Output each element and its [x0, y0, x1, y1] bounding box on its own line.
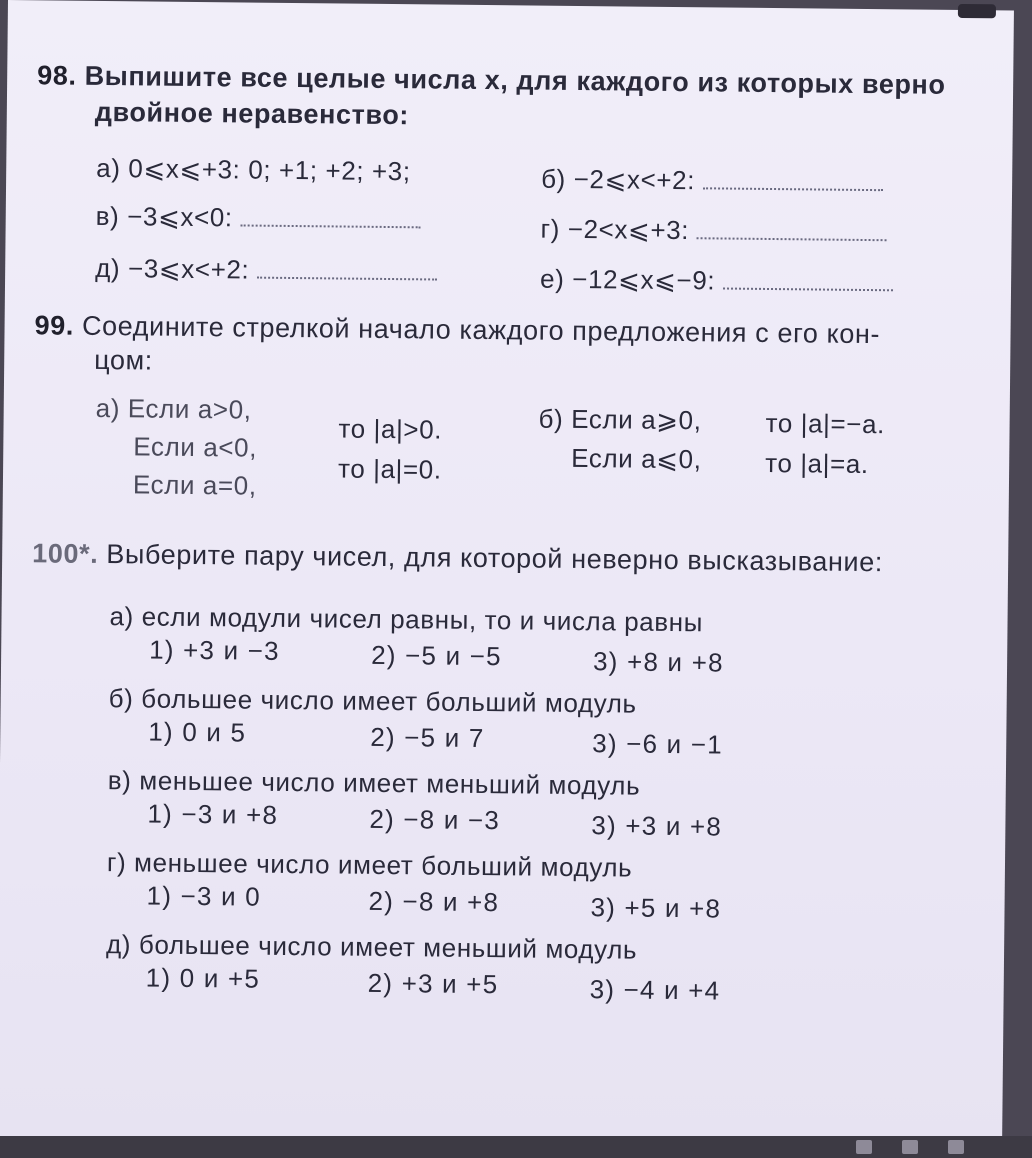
p98-item-b	[541, 164, 883, 199]
bottom-toolbar	[0, 1136, 1032, 1158]
p100-v-option-1: 1) −3 и +8	[147, 798, 279, 830]
item-label: а) 0⩽x⩽+3:	[96, 152, 241, 185]
problem-text: Выпишите все целые числа x, для каждого из которых верно	[84, 60, 946, 100]
p100-b-option-2: 2) −5 и 7	[370, 721, 485, 754]
p100-a-option-2: 2) −5 и −5	[371, 639, 502, 672]
problem-number: 99.	[34, 310, 75, 341]
p100-g-option-1: 1) −3 и 0	[146, 880, 261, 912]
p100-d-option-2: 2) +3 и +5	[367, 967, 499, 1000]
answer-blank[interactable]	[723, 288, 893, 292]
p99-a-start-2: Если a<0,	[133, 431, 258, 463]
two-pages-icon[interactable]	[856, 1140, 872, 1154]
p100-a-option-1: 1) +3 и −3	[149, 634, 280, 666]
item-label: д) −3⩽x<+2:	[95, 252, 250, 285]
item-label: г) −2<x⩽+3:	[540, 213, 690, 246]
p100-statement-b: б) большее число имеет больший модуль	[108, 683, 637, 719]
problem-text: Соедините стрелкой начало каждого предложения с его кон-	[81, 310, 881, 350]
p99-b-start-1: б) Если a⩾0,	[538, 403, 702, 436]
p99-a-start-3: Если a=0,	[132, 469, 257, 501]
problem-100-title	[32, 538, 883, 578]
single-page-icon[interactable]	[902, 1140, 918, 1154]
p99-a-start-1: а) Если a>0,	[95, 392, 252, 425]
p98-item-a	[96, 153, 411, 187]
p100-statement-a: а) если модули чисел равны, то и числа равны	[109, 601, 704, 638]
p99-b-end-1: то |a|=−a.	[765, 407, 886, 440]
p100-statement-d: д) большее число имеет меньший модуль	[105, 929, 638, 965]
p100-b-option-3: 3) −6 и −1	[592, 728, 724, 760]
p98-item-e	[540, 264, 893, 299]
answer-blank[interactable]	[697, 237, 887, 241]
p99-a-end-2: то |a|=0.	[337, 453, 442, 485]
answer-blank[interactable]	[703, 187, 883, 191]
problem-98-title-cont: двойное неравенство:	[94, 96, 410, 131]
page-corner	[958, 4, 996, 18]
p100-v-option-3: 3) +3 и +8	[591, 810, 723, 842]
p100-a-option-3: 3) +8 и +8	[592, 646, 724, 678]
p98-item-d	[95, 253, 437, 288]
p98-item-v	[96, 201, 421, 235]
problem-text: Выберите пару чисел, для которой неверно высказывание:	[106, 539, 884, 578]
p99-b-end-2: то |a|=a.	[765, 447, 869, 480]
p100-g-option-3: 3) +5 и +8	[590, 892, 722, 924]
problem-99-title-cont: цом:	[94, 344, 154, 376]
p99-b-start-2: Если a⩽0,	[571, 442, 702, 475]
p98-item-g	[540, 214, 887, 249]
p100-g-option-2: 2) −8 и +8	[368, 885, 500, 918]
p100-b-option-1: 1) 0 и 5	[148, 716, 247, 748]
p99-a-end-1: то |a|>0.	[338, 413, 443, 445]
problem-number: 98.	[37, 60, 77, 91]
answer-blank[interactable]	[257, 277, 437, 281]
item-label: е) −12⩽x⩽−9:	[539, 263, 716, 296]
p100-v-option-2: 2) −8 и −3	[369, 803, 501, 836]
problem-number: 100*.	[32, 538, 99, 569]
problem-98-title	[37, 60, 946, 101]
answer-blank[interactable]	[240, 225, 420, 229]
p100-d-option-1: 1) 0 и +5	[145, 962, 261, 994]
item-label: в) −3⩽x<0:	[95, 200, 233, 233]
problem-99-title	[34, 310, 880, 350]
reading-mode-icon[interactable]	[948, 1140, 964, 1154]
p100-d-option-3: 3) −4 и +4	[589, 974, 721, 1006]
item-answer: 0; +1; +2; +3;	[248, 154, 411, 187]
p100-statement-g: г) меньшее число имеет больший модуль	[106, 847, 633, 883]
p100-statement-v: в) меньшее число имеет меньший модуль	[107, 765, 641, 801]
item-label: б) −2⩽x<+2:	[541, 163, 696, 196]
